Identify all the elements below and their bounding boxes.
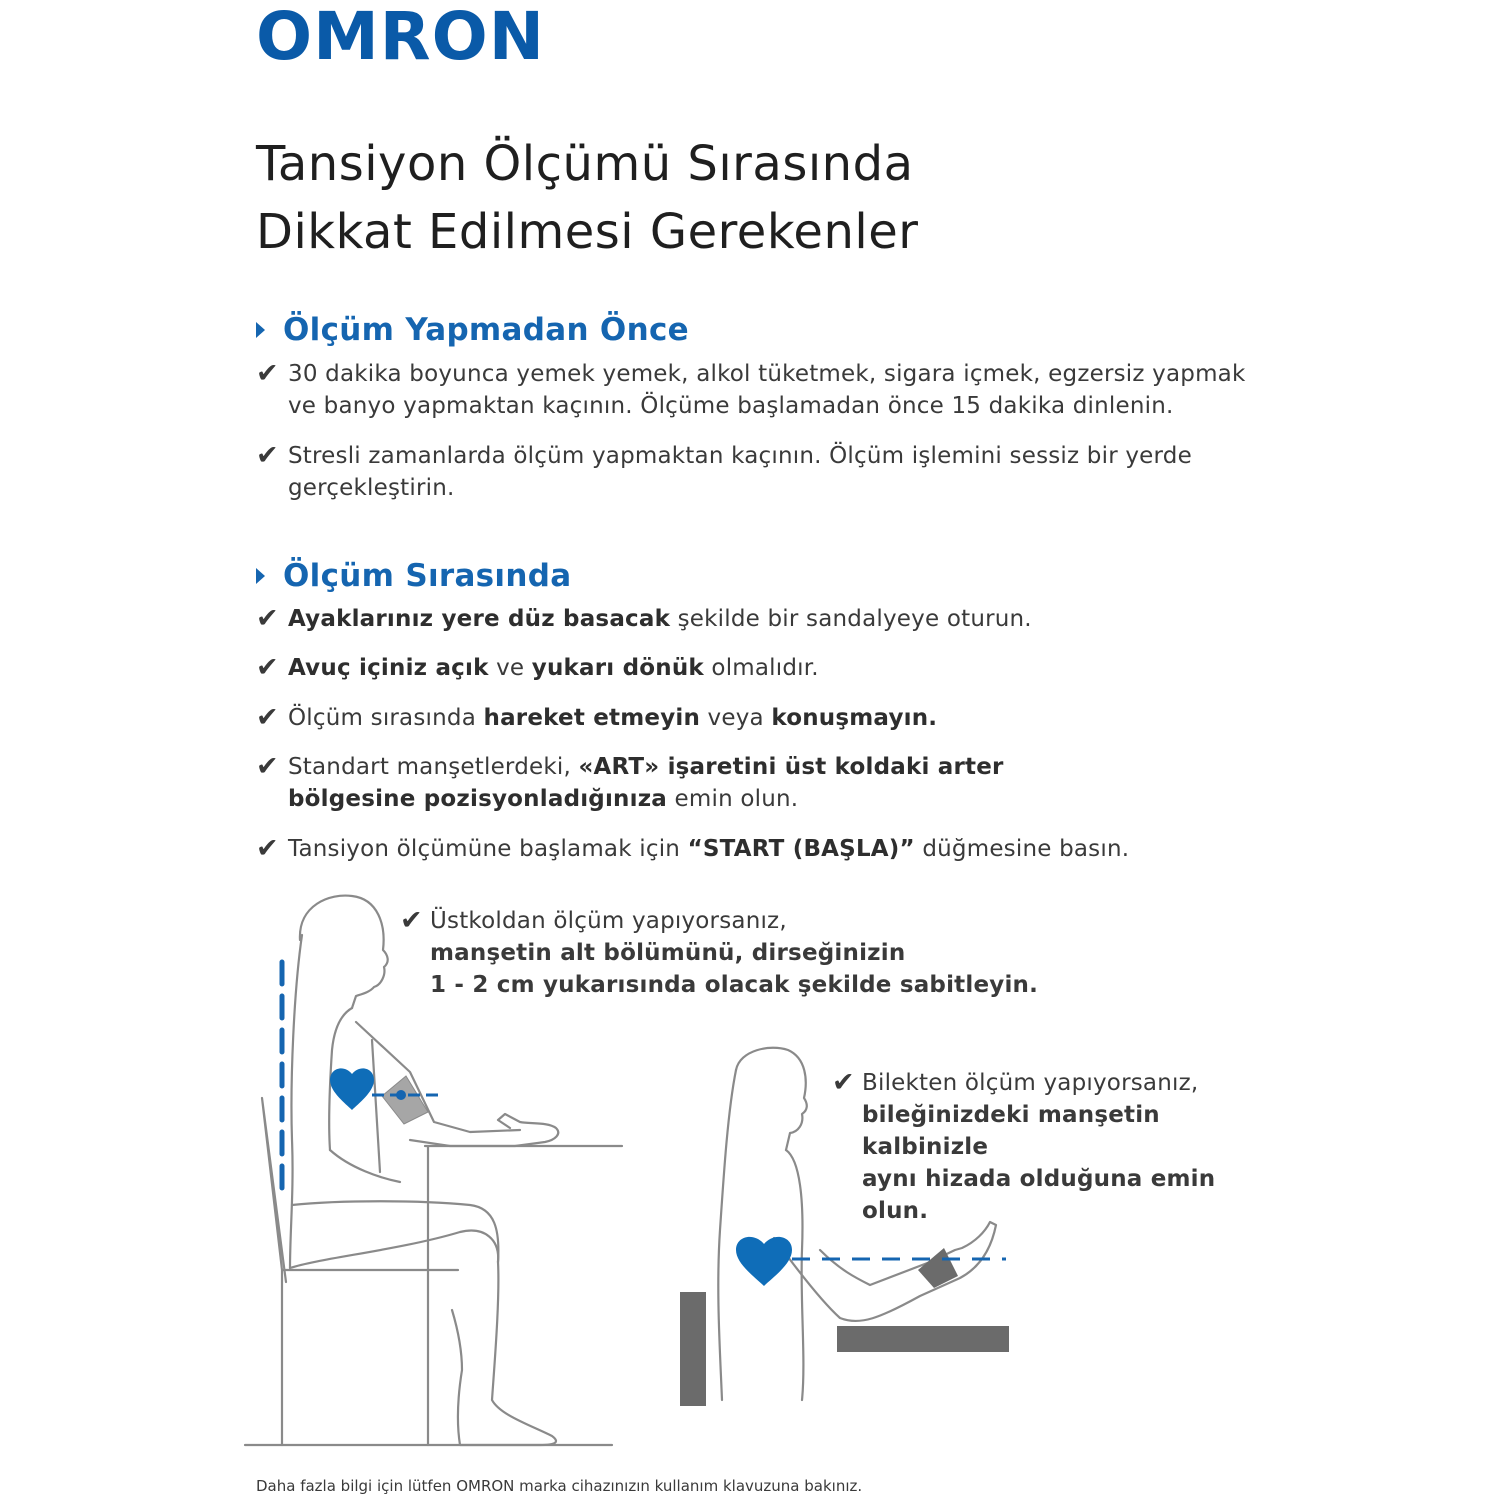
heart-icon — [330, 1068, 374, 1110]
body-text: 30 dakika boyunca yemek yemek, alkol tüketmek, sigara içmek, egzersiz yapmak ve banyo yapmaktan kaçının. Ölçüme başlamadan önce 15 dakika dinlenin. — [288, 361, 1246, 419]
section-title: Ölçüm Yapmadan Önce — [283, 312, 689, 348]
checkmark-icon: ✔ — [256, 358, 279, 389]
body-text: Ölçüm sırasında — [288, 705, 484, 731]
seated-person-head — [300, 896, 388, 1008]
caption-bold-line: aynı hizada olduğuna emin olun. — [862, 1166, 1216, 1224]
footnote: Daha fazla bilgi için lütfen OMRON marka cihazınızın kullanım klavuzuna bakınız. — [256, 1477, 863, 1495]
emphasis-text: “START (BAŞLA)” — [687, 836, 915, 862]
checkmark-icon: ✔ — [832, 1067, 855, 1098]
emphasis-text: konuşmayın. — [771, 705, 938, 731]
wrist-person-back — [718, 1070, 736, 1400]
checkmark-icon: ✔ — [256, 702, 279, 733]
armrest-cushion — [837, 1326, 1009, 1352]
omron-logo: OMRON — [256, 0, 545, 75]
emphasis-text: «ART» işaretini üst koldaki arter bölgesine pozisyonladığınıza — [288, 754, 1004, 812]
wrist-person-arm — [774, 1222, 996, 1321]
wrist-caption — [832, 1067, 1282, 1227]
caption-intro: Bilekten ölçüm yapıyorsanız, — [862, 1070, 1199, 1096]
caption-intro: Üstkoldan ölçüm yapıyorsanız, — [430, 908, 787, 934]
emphasis-text: yukarı dönük — [531, 655, 704, 681]
checkmark-icon: ✔ — [400, 905, 423, 936]
checkmark-icon: ✔ — [256, 751, 279, 782]
body-text: düğmesine basın. — [914, 836, 1130, 862]
body-text: emin olun. — [667, 786, 799, 812]
checkmark-icon: ✔ — [256, 440, 279, 471]
wrist-heart-icon — [736, 1237, 792, 1286]
seated-person-back — [290, 935, 302, 1268]
seated-person-leg — [452, 1262, 556, 1445]
page-title-line-2: Dikkat Edilmesi Gerekenler — [256, 204, 919, 260]
checkmark-icon: ✔ — [256, 833, 279, 864]
upper-arm-caption — [400, 905, 1040, 1001]
checkmark-icon: ✔ — [256, 603, 279, 634]
body-text: olmalıdır. — [703, 655, 819, 681]
body-text: ve — [488, 655, 532, 681]
wrist-person-head — [736, 1048, 807, 1150]
section-title: Ölçüm Sırasında — [283, 558, 572, 594]
seated-person-upper-arm — [356, 1022, 520, 1132]
checkmark-icon: ✔ — [256, 652, 279, 683]
body-text: Standart manşetlerdeki, — [288, 754, 579, 780]
chair-back-post — [680, 1292, 706, 1406]
body-text: şekilde bir sandalyeye oturun. — [670, 606, 1032, 632]
caption-bold-line: manşetin alt bölümünü, dirseğinizin — [430, 940, 906, 966]
emphasis-text: Ayaklarınız yere düz basacak — [288, 606, 671, 632]
emphasis-text: Avuç içiniz açık — [288, 655, 489, 681]
upper-arm-cuff — [382, 1076, 428, 1124]
body-text: veya — [700, 705, 772, 731]
body-text: Tansiyon ölçümüne başlamak için — [288, 836, 688, 862]
body-text: Stresli zamanlarda ölçüm yapmaktan kaçının. Ölçüm işlemini sessiz bir yerde gerçekleştirin. — [288, 443, 1192, 501]
seated-person-thigh — [290, 1231, 498, 1268]
emphasis-text: hareket etmeyin — [483, 705, 701, 731]
caption-bold-line: 1 - 2 cm yukarısında olacak şekilde sabitleyin. — [430, 972, 1039, 998]
page-title-line-1: Tansiyon Ölçümü Sırasında — [256, 136, 914, 192]
table-outline — [425, 1146, 622, 1445]
caption-bold-line: bileğinizdeki manşetin kalbinizle — [862, 1102, 1160, 1160]
